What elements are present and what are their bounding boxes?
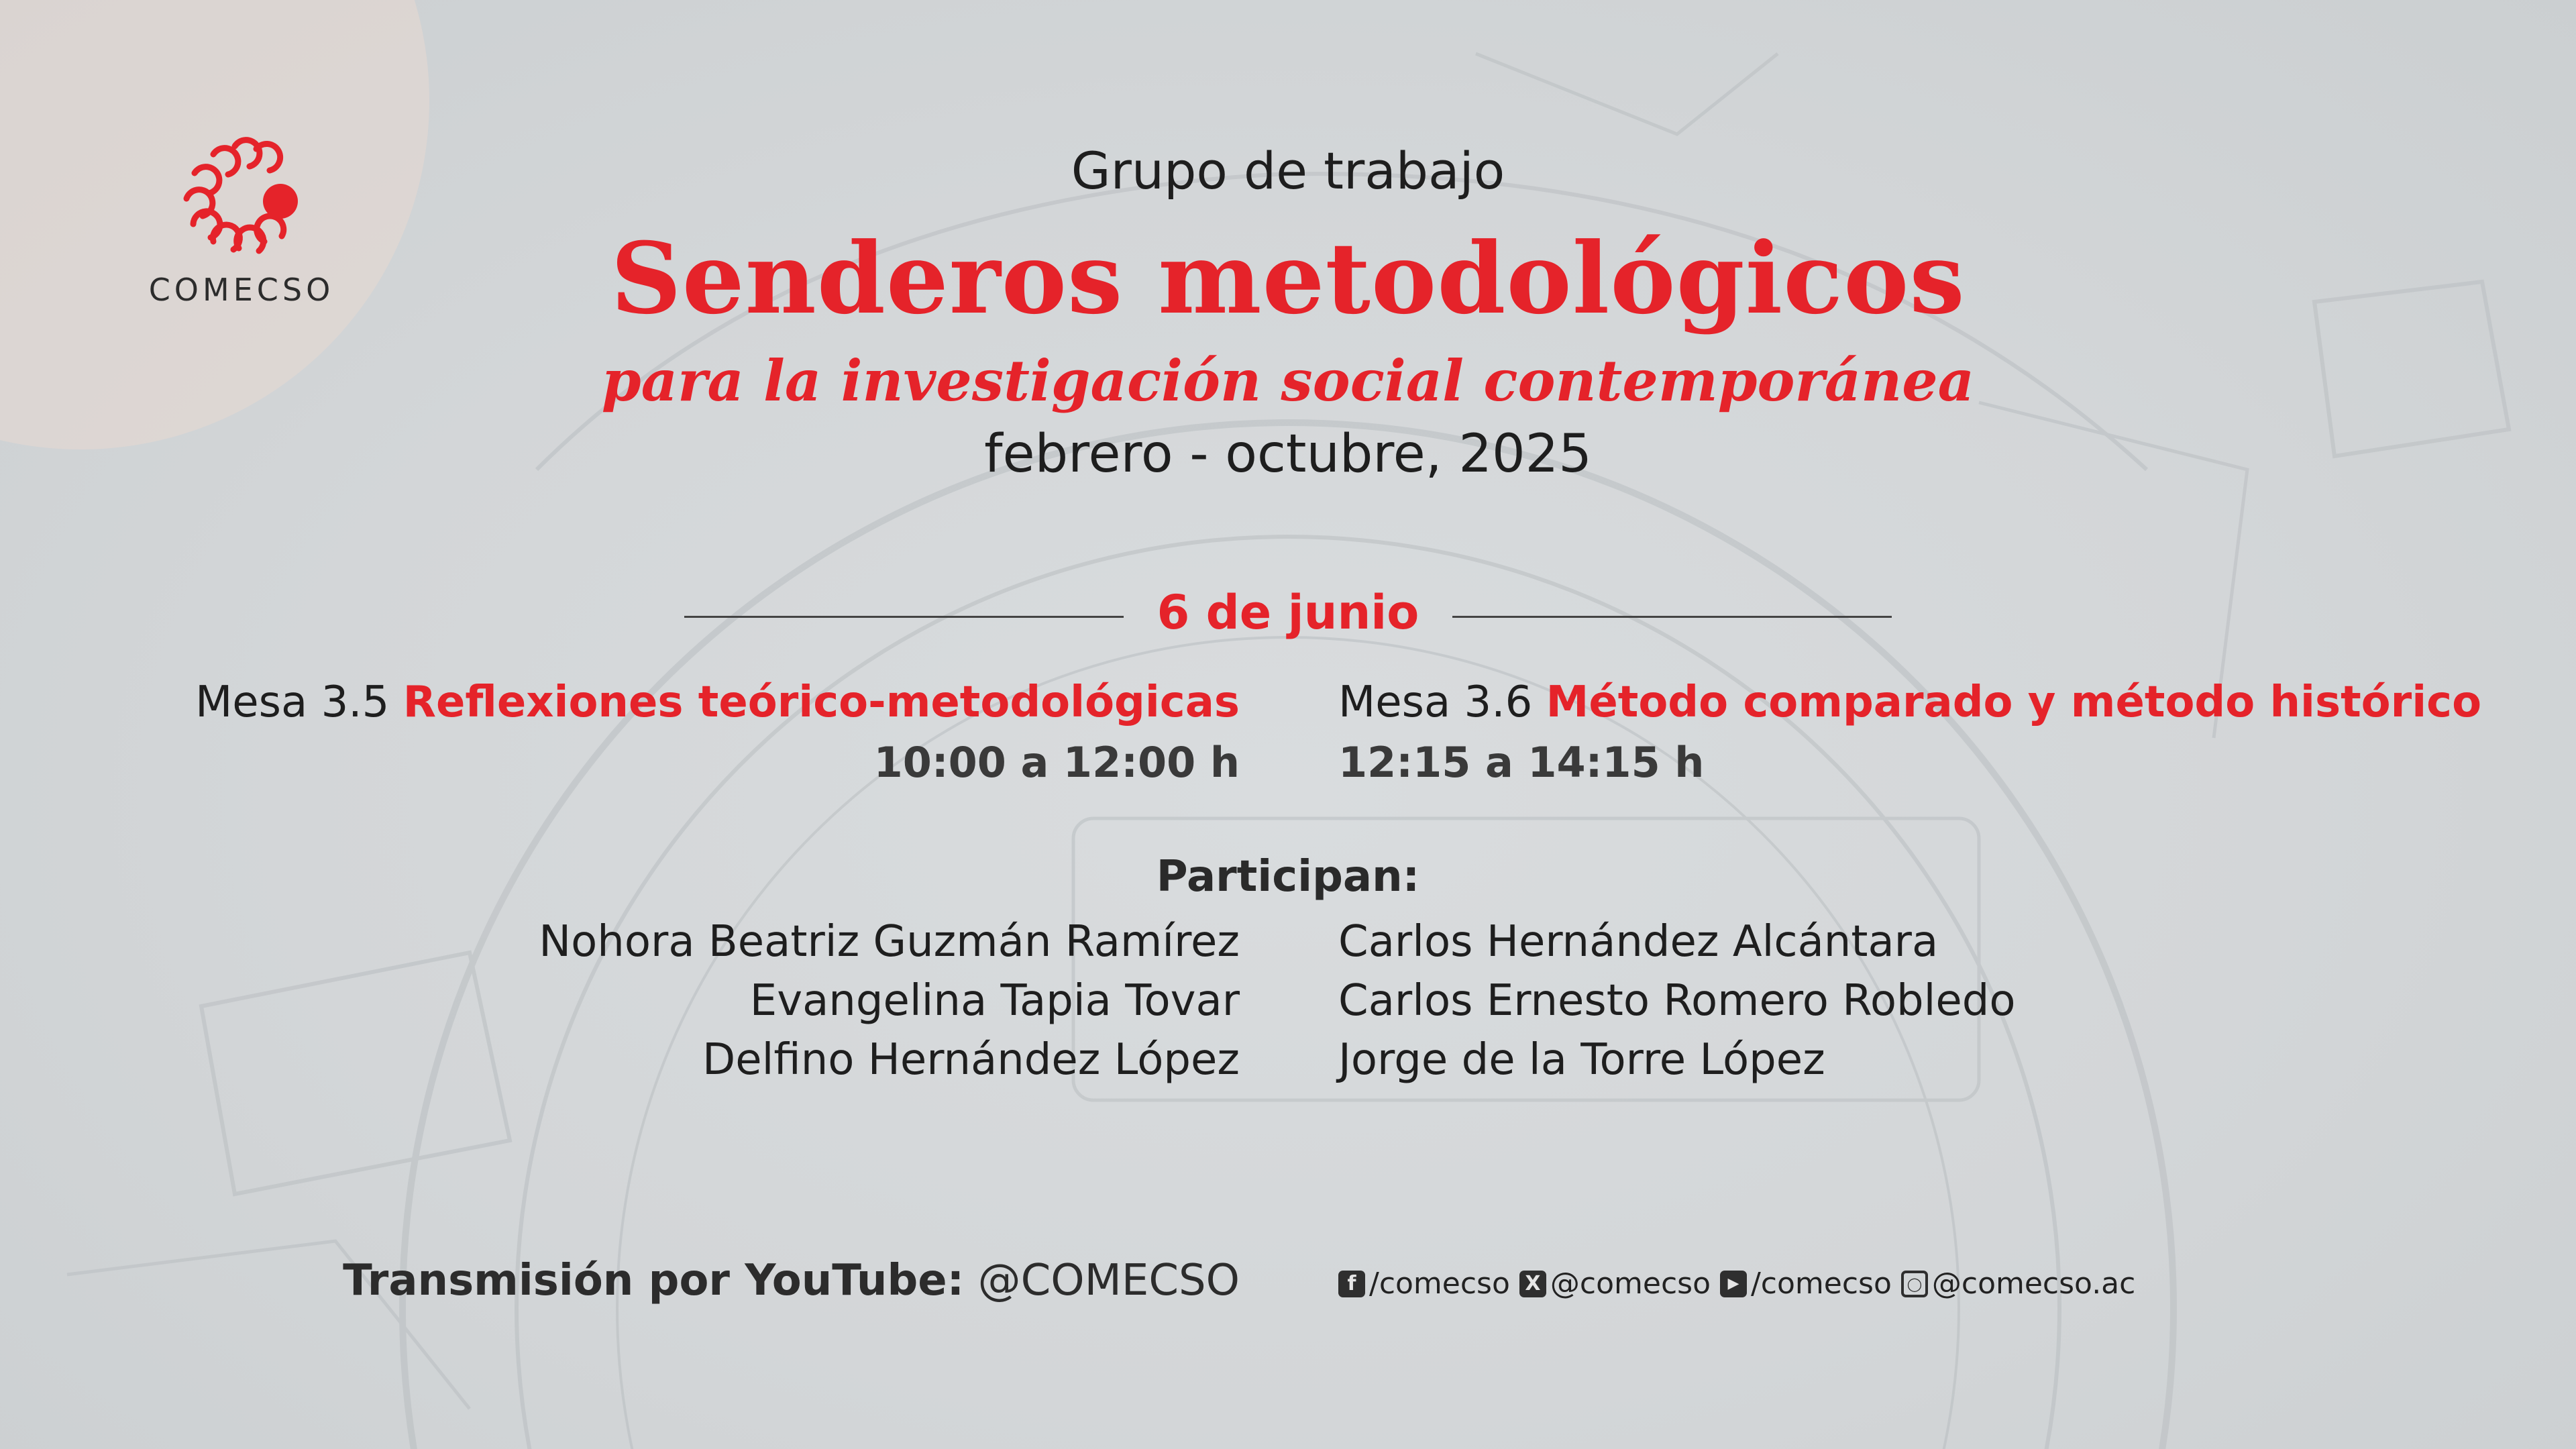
mesa-time-right: 12:15 a 14:15 h	[1338, 738, 1705, 787]
broadcast-label: Transmisión por YouTube:	[343, 1256, 965, 1305]
social-handle: @comecso	[1550, 1267, 1711, 1301]
event-dates: febrero - octubre, 2025	[984, 424, 1592, 484]
social-links	[1338, 1267, 2145, 1301]
participants-right	[1338, 912, 2016, 1089]
kicker-text: Grupo de trabajo	[1071, 141, 1505, 201]
facebook-icon: f	[1338, 1271, 1365, 1297]
mesa-right	[1338, 678, 2481, 727]
broadcast-handle: @COMECSO	[977, 1256, 1240, 1305]
divider-right	[1452, 616, 1892, 618]
participants-label: Participan:	[1156, 852, 1420, 902]
social-instagram[interactable]	[1901, 1267, 2135, 1301]
session-date: 6 de junio	[1157, 585, 1419, 640]
participant-name: Carlos Hernández Alcántara	[1338, 917, 1939, 967]
social-youtube[interactable]	[1720, 1267, 1892, 1301]
mesa-topic: Método comparado y método histórico	[1546, 678, 2482, 727]
participants-left	[539, 912, 1240, 1089]
social-facebook[interactable]	[1338, 1267, 1510, 1301]
social-handle: @comecso.ac	[1931, 1267, 2136, 1301]
mesa-left	[195, 678, 1240, 727]
participant-name: Nohora Beatriz Guzmán Ramírez	[539, 917, 1240, 967]
youtube-icon: ▶	[1720, 1271, 1747, 1297]
mesa-time-left: 10:00 a 12:00 h	[873, 738, 1240, 787]
broadcast-info	[343, 1256, 1240, 1305]
event-subtitle: para la investigación social contemporánea	[601, 347, 1975, 414]
mesa-prefix: Mesa 3.6	[1338, 678, 1533, 727]
social-handle: /comecso	[1369, 1267, 1510, 1301]
participant-name: Carlos Ernesto Romero Robledo	[1338, 976, 2016, 1026]
mesa-prefix: Mesa 3.5	[195, 678, 390, 727]
participant-name: Evangelina Tapia Tovar	[749, 976, 1240, 1026]
instagram-icon: ◯	[1901, 1271, 1928, 1297]
mesa-topic: Reflexiones teórico-metodológicas	[402, 678, 1240, 727]
event-title: Senderos metodológicos	[610, 221, 1966, 336]
participant-name: Jorge de la Torre López	[1338, 1035, 1825, 1085]
participant-name: Delfino Hernández López	[702, 1035, 1240, 1085]
social-x[interactable]	[1519, 1267, 1711, 1301]
x-icon: X	[1519, 1271, 1546, 1297]
logo-wordmark: COMECSO	[148, 272, 335, 308]
social-handle: /comecso	[1750, 1267, 1892, 1301]
